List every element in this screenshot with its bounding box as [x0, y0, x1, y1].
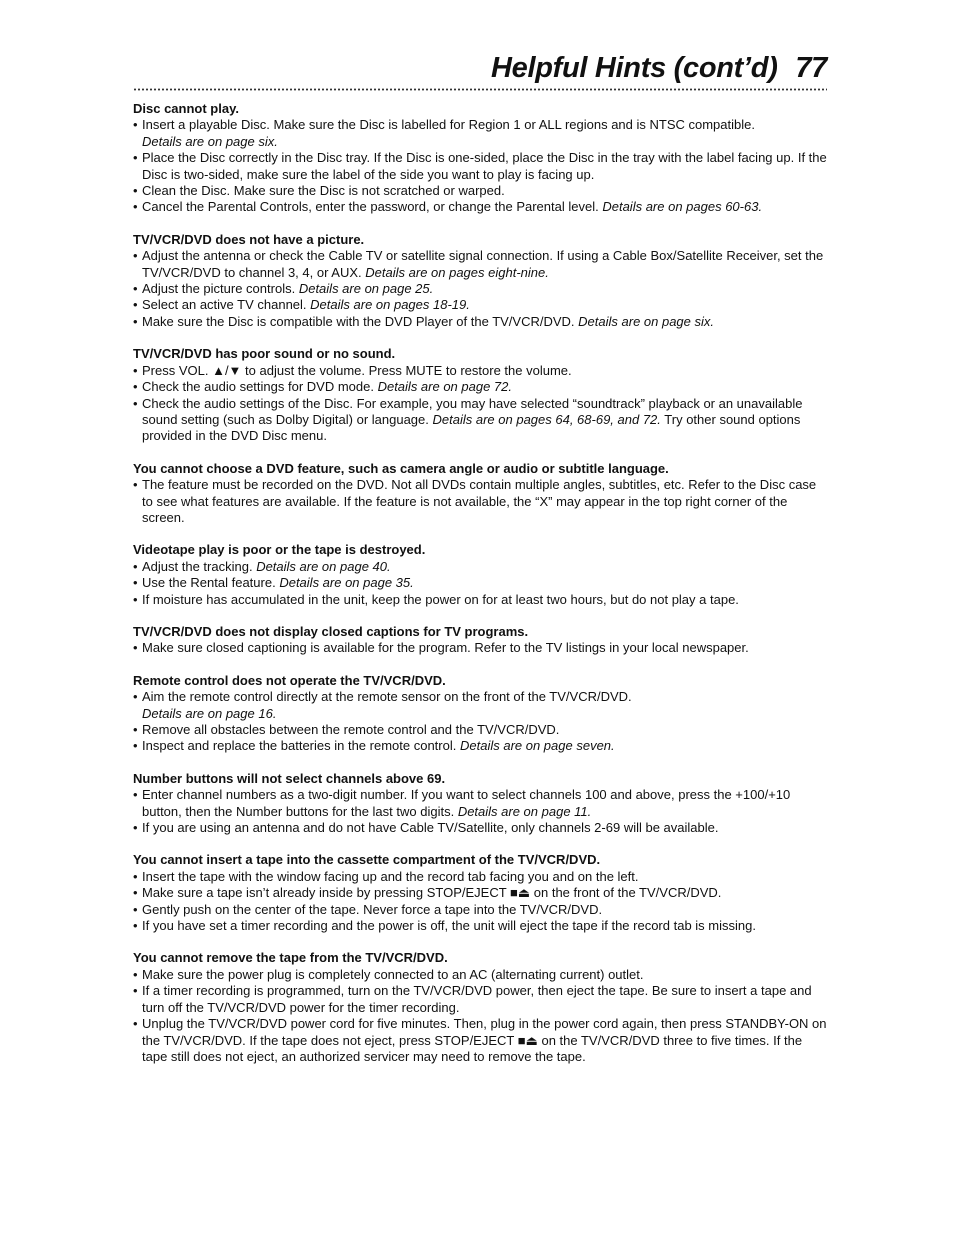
hint-item	[133, 314, 827, 330]
page-reference: Details are on pages 18-19.	[310, 297, 470, 313]
hint-section	[133, 542, 827, 608]
hint-list	[133, 787, 827, 836]
hint-list	[133, 477, 827, 526]
dotted-divider	[133, 88, 827, 91]
hint-text: Adjust the antenna or check the Cable TV or satellite signal connection. If using a Cable Box/Satellite Receiver, set the TV/VCR/DVD to channel 3, 4, or AUX.	[142, 248, 824, 280]
hint-item	[133, 477, 827, 526]
page-number: 77	[795, 52, 827, 84]
page-reference: Details are on page six.	[142, 133, 278, 149]
page-reference: Details are on pages eight-nine.	[365, 264, 549, 280]
hint-text: Unplug the TV/VCR/DVD power cord for five minutes. Then, plug in the power cord again, then press STANDBY-ON on the TV/VCR/DVD. If the tape does not eject, press STOP/EJECT ■⏏ on the TV/VCR/DVD three to five times. If the tape still does not eject, an authorized servicer may need to remove the tape.	[142, 1016, 827, 1064]
hint-section	[133, 771, 827, 837]
page-reference: Details are on page 35.	[279, 575, 414, 591]
hint-item	[133, 559, 827, 575]
hint-text: Clean the Disc. Make sure the Disc is not scratched or warped.	[142, 183, 505, 199]
hint-item	[133, 902, 827, 918]
hint-item	[133, 640, 827, 656]
page-reference: Details are on pages 64, 68-69, and 72.	[432, 411, 661, 427]
hint-section	[133, 624, 827, 657]
section-heading: Videotape play is poor or the tape is destroyed.	[133, 542, 426, 558]
hint-item	[133, 297, 827, 313]
hint-item	[133, 722, 827, 738]
hint-text: Adjust the picture controls.	[142, 281, 296, 297]
hint-text: Make sure a tape isn’t already inside by pressing STOP/EJECT ■⏏ on the front of the TV/VCR/DVD.	[142, 885, 722, 901]
hint-item	[133, 248, 827, 281]
page-title: Helpful Hints (cont’d)	[490, 52, 778, 84]
hint-list	[133, 559, 827, 608]
section-heading: Number buttons will not select channels above 69.	[133, 770, 446, 786]
section-heading: Disc cannot play.	[133, 101, 239, 116]
hint-list	[133, 967, 827, 1065]
hint-item	[133, 918, 827, 934]
hint-item	[133, 396, 827, 445]
page-reference: Details are on page 40.	[256, 558, 391, 574]
section-heading: Remote control does not operate the TV/VCR/DVD.	[133, 672, 446, 688]
hint-section	[133, 101, 827, 216]
hint-item	[133, 738, 827, 754]
hint-item	[133, 592, 827, 608]
hint-item	[133, 183, 827, 199]
page-reference: Details are on page 25.	[298, 281, 434, 297]
hint-section	[133, 950, 827, 1065]
hint-item	[133, 689, 827, 722]
hint-text: Check the audio settings for DVD mode.	[142, 379, 374, 395]
section-heading: You cannot remove the tape from the TV/VCR/DVD.	[133, 950, 448, 966]
hint-item	[133, 1016, 827, 1065]
hint-text: Cancel the Parental Controls, enter the password, or change the Parental level.	[142, 199, 599, 215]
hint-text: If you have set a timer recording and the power is off, the unit will eject the tape if the record tab is missing.	[142, 918, 756, 934]
hint-text-continued: Try other sound options provided in the DVD Disc menu.	[142, 411, 801, 444]
page-header	[133, 48, 827, 88]
hint-text: Make sure the power plug is completely connected to an AC (alternating current) outlet.	[142, 966, 644, 982]
hint-item	[133, 885, 827, 901]
section-heading: TV/VCR/DVD has poor sound or no sound.	[133, 346, 396, 362]
hint-text: Insert a playable Disc. Make sure the Disc is labelled for Region 1 or ALL regions and is NTSC compatible.	[142, 117, 755, 133]
hint-item	[133, 117, 827, 150]
hint-item	[133, 199, 827, 215]
hint-list	[133, 689, 827, 755]
hints-content	[133, 101, 827, 1081]
hint-text: Gently push on the center of the tape. Never force a tape into the TV/VCR/DVD.	[142, 901, 603, 917]
hint-text: Inspect and replace the batteries in the remote control.	[142, 738, 457, 754]
page-reference: Details are on page seven.	[459, 738, 615, 754]
hint-list	[133, 640, 827, 656]
section-heading: TV/VCR/DVD does not have a picture.	[133, 231, 365, 247]
hint-item	[133, 363, 827, 379]
page-reference: Details are on page 72.	[377, 379, 513, 395]
page-reference: Details are on page six.	[578, 313, 715, 329]
hint-item	[133, 967, 827, 983]
hint-item	[133, 150, 827, 183]
hint-text: Remove all obstacles between the remote control and the TV/VCR/DVD.	[142, 722, 560, 737]
hint-section	[133, 673, 827, 755]
hint-section	[133, 232, 827, 330]
hint-item	[133, 983, 827, 1016]
hint-item	[133, 869, 827, 885]
hint-item	[133, 379, 827, 395]
section-heading: You cannot choose a DVD feature, such as camera angle or audio or subtitle language.	[133, 460, 669, 476]
hint-list	[133, 248, 827, 330]
hint-item	[133, 575, 827, 591]
hint-text: Select an active TV channel.	[142, 297, 307, 313]
hint-item	[133, 281, 827, 297]
hint-text: Aim the remote control directly at the remote sensor on the front of the TV/VCR/DVD.	[142, 689, 632, 705]
hint-text: If moisture has accumulated in the unit, keep the power on for at least two hours, but do not play a tape.	[142, 591, 739, 607]
hint-text: Use the Rental feature.	[142, 575, 276, 591]
hint-text: If you are using an antenna and do not have Cable TV/Satellite, only channels 2-69 will be available.	[142, 820, 719, 836]
page-reference: Details are on page 11.	[457, 803, 592, 819]
hint-item	[133, 787, 827, 820]
hint-section	[133, 852, 827, 934]
hint-text: Make sure closed captioning is available for the program. Refer to the TV listings in your local newspaper.	[142, 640, 749, 656]
section-heading: You cannot insert a tape into the cassette compartment of the TV/VCR/DVD.	[133, 852, 601, 868]
hint-text: Enter channel numbers as a two-digit number. If you want to select channels 100 and above, press the +100/+10 button, then the Number buttons for the last two digits.	[142, 787, 791, 819]
hint-text: If a timer recording is programmed, turn on the TV/VCR/DVD power, then eject the tape. Be sure to insert a tape and turn off the TV/VCR/DVD power for the timer recording.	[142, 983, 812, 1015]
hint-list	[133, 869, 827, 935]
page-reference: Details are on pages 60-63.	[602, 199, 763, 215]
hint-text: Place the Disc correctly in the Disc tray. If the Disc is one-sided, place the Disc in the tray with the label facing up. If the Disc is two-sided, make sure the label of the side you want to play is facing up.	[142, 150, 827, 182]
hint-text: Press VOL. ▲/▼ to adjust the volume. Press MUTE to restore the volume.	[142, 362, 572, 378]
section-heading: TV/VCR/DVD does not display closed captions for TV programs.	[133, 623, 529, 639]
hint-section	[133, 346, 827, 444]
hint-section	[133, 461, 827, 527]
hint-list	[133, 117, 827, 215]
hint-text: The feature must be recorded on the DVD. Not all DVDs contain multiple angles, subtitles, etc. Refer to the Disc case to see what features are available. If the feature is not available, the “X” may appear in the top right corner of the screen.	[142, 477, 817, 525]
page-reference: Details are on page 16.	[142, 705, 277, 721]
hint-text: Make sure the Disc is compatible with the DVD Player of the TV/VCR/DVD.	[142, 313, 575, 329]
hint-text: Insert the tape with the window facing up and the record tab facing you and on the left.	[142, 868, 639, 884]
hint-item	[133, 820, 827, 836]
hint-text: Adjust the tracking.	[142, 558, 253, 574]
hint-text: Check the audio settings of the Disc. For example, you may have selected “soundtrack” playback or an unavailable sound setting (such as Dolby Digital) or language.	[142, 395, 803, 427]
hint-list	[133, 363, 827, 445]
